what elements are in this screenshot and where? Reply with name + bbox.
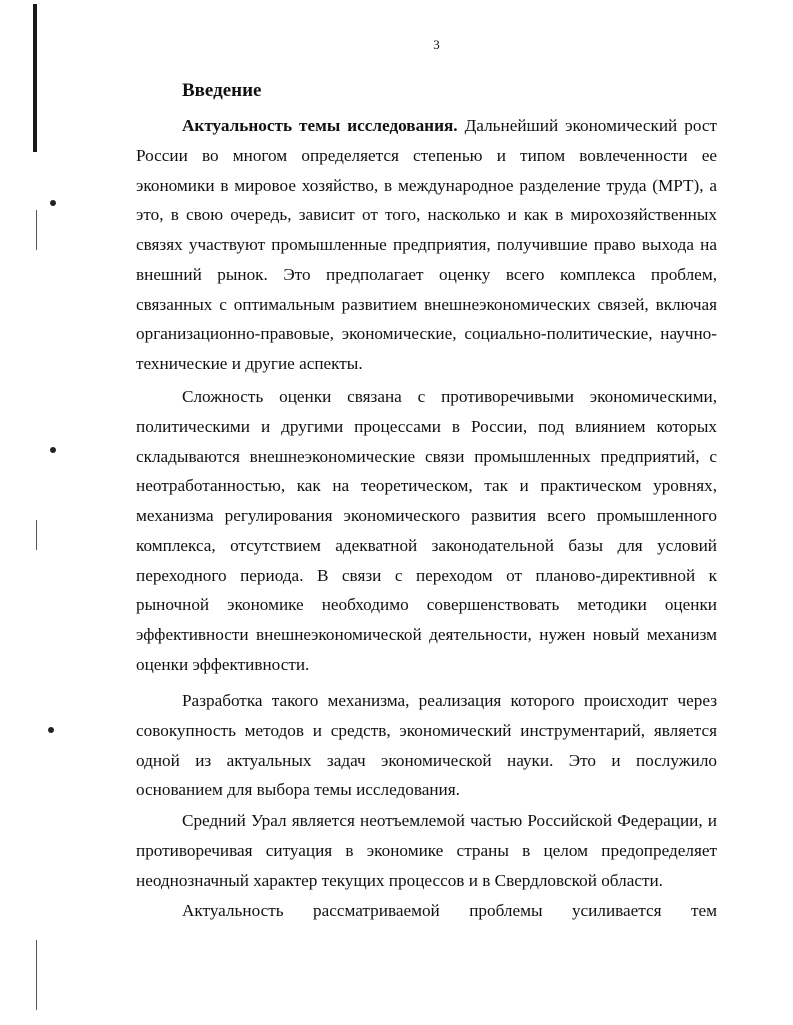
scan-edge-line (36, 520, 37, 550)
body-text (136, 896, 717, 926)
scan-edge-line (36, 940, 37, 1010)
paragraph-1 (136, 111, 717, 379)
paragraph-4: Средний Урал является неотъемлемой частью Российской Федерации, и противоречивая ситуация в экономике страны в целом предопределяет неоднозначный характер текущих процессов и в Свердловской области. (136, 811, 717, 890)
body-text (136, 382, 717, 680)
scan-edge-line (36, 210, 37, 250)
paragraph-3: Разработка такого механизма, реализация которого происходит через совокупность методов и средств, экономический инструментарий, является одной из актуальных задач экономической науки. Это и послужило основанием для выбора темы исследования. (136, 691, 717, 800)
paragraph-2: Сложность оценки связана с противоречивыми экономическими, политическими и другими процессами в России, под влиянием которых складываются внешнеэкономические связи промышленных предприятий, с неотработанностью, как на теоретическом, так и практическом уровнях, механизма регулирования экономического развития всего промышленного комплекса, отсутствием адекватной законодательной базы для условий переходного периода. В связи с переходом от планово-директивной к рыночной экономике необходимо совершенствовать методики оценки эффективности внешнеэкономической деятельности, нужен новый механизм оценки эффективности. (136, 387, 717, 674)
section-heading: Введение (182, 80, 262, 101)
paragraph-5: Актуальность рассматриваемой проблемы усиливается тем (182, 901, 717, 920)
body-text (136, 806, 717, 895)
scan-dot (50, 447, 56, 453)
body-text (136, 111, 717, 379)
scan-edge-mark (33, 4, 37, 152)
body-text (136, 686, 717, 805)
paragraph-text: Дальнейший экономический рост России во многом определяется степенью и типом вовлеченности ее экономики в мировое хозяйство, в международное разделение труда (МРТ), а это, в свою очередь, зависит от того, насколько и как в мирохозяйственных связях участвуют промышленные предприятия, получившие право выхода на внешний рынок. Это предполагает оценку всего комплекса проблем, связанных с оптимальным развитием внешнеэкономических связей, включая организационно-правовые, экономические, социально-политические, научно-технические и другие аспекты. (136, 116, 717, 373)
scan-dot (48, 727, 54, 733)
paragraph-lead: Актуальность темы исследования. (182, 116, 458, 135)
scan-dot (50, 200, 56, 206)
page-number: 3 (433, 37, 440, 52)
